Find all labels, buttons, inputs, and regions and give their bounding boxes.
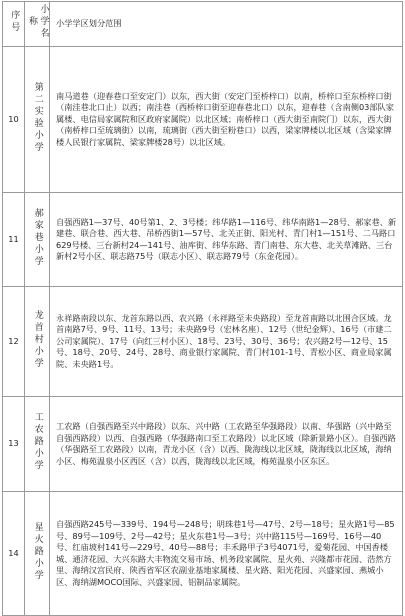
school-district-table bbox=[2, 1, 403, 616]
header-district-range: 小学学区划分范围 bbox=[50, 2, 403, 47]
row-number: 12 bbox=[3, 287, 25, 397]
table-row bbox=[3, 492, 403, 616]
table-row bbox=[3, 193, 403, 287]
row-school-name: 郝家巷小学 bbox=[25, 193, 50, 287]
row-school-name: 星火路小学 bbox=[25, 492, 50, 616]
row-number: 13 bbox=[3, 397, 25, 492]
row-number: 10 bbox=[3, 47, 25, 193]
row-district-range: 自强西路1—37号、40号第1、2、3号楼；纬华路1—116号、纬华南路1—28号、郝家巷、新建巷、联合巷、西大巷、吊桥西街1—57号、北关正街、阳光村、青门村1—151号、二马路口629号楼、三台新村24—141号、油库街、纬华东路、青门南巷、东大巷、北关草滩路、三台新村2号小区、联志路75号（联志小区）、联志路79号（东金花园）。 bbox=[50, 193, 403, 287]
row-number: 11 bbox=[3, 193, 25, 287]
header-number: 序号 bbox=[3, 2, 25, 47]
row-district-range: 自强西路245号—339号、194号—248号；明珠巷1号—47号、2号—18号；星火路1号—85号、89号—109号、2号—42号；星火东巷1号—3号；兴中路115号—169号、16号—40号、红庙坡村141号—229号、40号—88号；丰禾路甲子3号4071号，爱菊花园、中国香楼城、通济花园、大兴东路大丰物流交易市场、机务段家属院、星火苑、兴隆都市花园、浩然方里、海纳汉宫民府、陕西省军区农副业基地家属楼、星火路、阳光花园、兴盛家园、燕城小区、海纳湖MOCO国际、兴盛家园、铝制品家属院。 bbox=[50, 492, 403, 616]
table-row bbox=[3, 397, 403, 492]
row-district-range: 永祥路南段以东、龙首东路以西、农兴路（永祥路至未央路段）至龙首南路以北围合区域。龙首南路7号、9号、11号、13号；未央路9号（宏林名座）、12号（世纪金辉）、16号（市建二公司家属院）、17号（向红三村小区）、18号、23号、30号、36号；农兴路2号—12号、15号、18号、20号、24号、28号、商业银行家属院、青门村101-1号、青松小区、商业局家属院、未央路1号。 bbox=[50, 287, 403, 397]
table-row bbox=[3, 287, 403, 397]
table-row bbox=[3, 47, 403, 193]
row-school-name: 第二实验小学 bbox=[25, 47, 50, 193]
row-school-name: 龙首村小学 bbox=[25, 287, 50, 397]
row-district-range: 工农路（自强西路至兴中路段）以东、兴中路（工农路至华强路段）以南、华强路（兴中路至自强西路段）以西、自强西路（华强路南口至工农路段）以北区域（除新景路小区）。自强西路（华强路至工农路段）以南，青龙小区（含）以西、陇海线以北区域，陇海线以北区域，海纳小区、梅苑温泉小区西区（含）以西，陇海线以北区域，梅苑温泉小区东区。 bbox=[50, 397, 403, 492]
row-district-range: 南马道巷（迎春巷口至安定门）以东，西大街（安定门至桥梓口）以南，桥梓口至东桥梓口街（南洼巷北口止）以西；南洼巷（西桥梓口街至迎春巷北口）以东，迎春巷（含南侧03部队家属楼、电信局家属院和区政府家属院）以北区域；南桥梓口（西大街至南院门）以东，西大街（南桥梓口至琉璃街）以南，琉璃街（西大街至粉巷口）以西，梁家牌楼以北区域（含梁家牌楼人民银行家属院、梁家牌楼28号）以北区域。 bbox=[50, 47, 403, 193]
header-school-name: 小学名称 bbox=[25, 2, 50, 47]
header-row bbox=[3, 2, 403, 47]
row-number: 14 bbox=[3, 492, 25, 616]
row-school-name: 工农路小学 bbox=[25, 397, 50, 492]
